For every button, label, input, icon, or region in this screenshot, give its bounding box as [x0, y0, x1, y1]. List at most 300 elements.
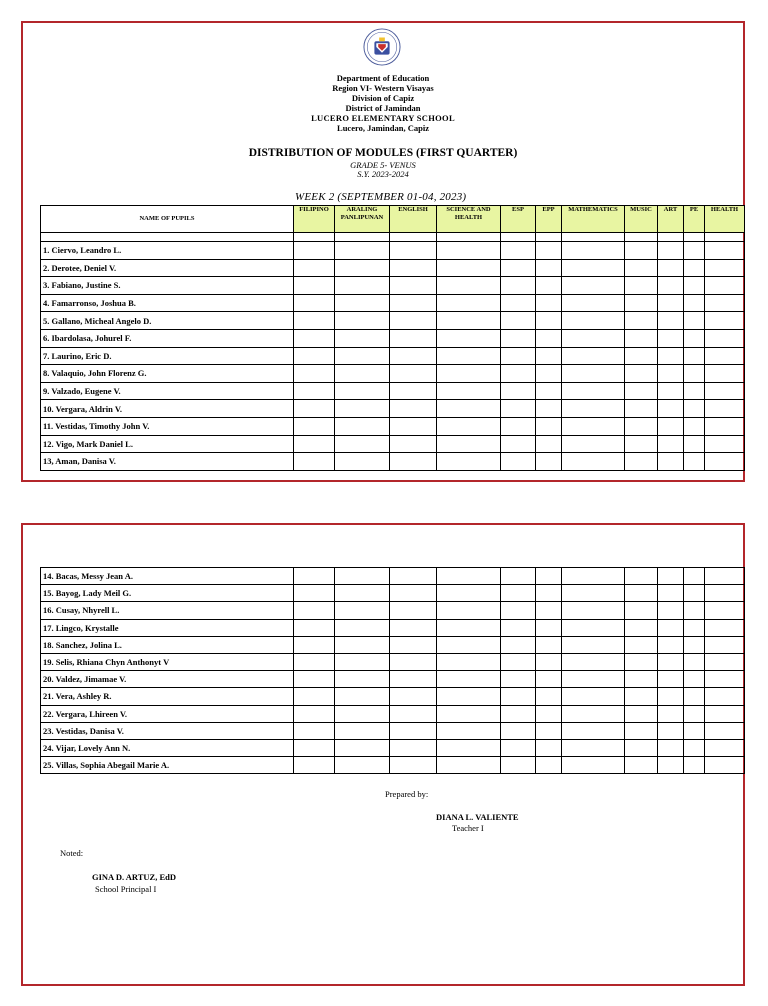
subject-cell: [390, 739, 437, 756]
subject-cell: [684, 602, 705, 619]
modules-table-page-2: [40, 567, 745, 774]
subject-cell: [437, 365, 501, 383]
subject-cell: [437, 636, 501, 653]
subject-cell: [705, 347, 745, 365]
subject-cell: [390, 568, 437, 585]
subject-cell: [705, 312, 745, 330]
subject-cell: [501, 757, 536, 774]
subject-cell: [658, 259, 684, 277]
subject-cell: [658, 636, 684, 653]
subject-cell: [294, 312, 335, 330]
subject-cell: [437, 242, 501, 260]
subject-cell: [536, 329, 562, 347]
subject-cell: [501, 602, 536, 619]
pupil-name: 10. Vergara, Aldrin V.: [41, 400, 294, 418]
subject-cell: [294, 453, 335, 471]
subject-cell: [437, 653, 501, 670]
table-row: [41, 347, 745, 365]
table-row: [41, 688, 745, 705]
subject-cell: [705, 722, 745, 739]
table-row: [41, 294, 745, 312]
subject-cell: [562, 453, 625, 471]
subject-cell: [658, 705, 684, 722]
subject-cell: [705, 382, 745, 400]
subject-cell: [294, 277, 335, 295]
subject-cell: [684, 722, 705, 739]
subject-cell: [390, 453, 437, 471]
subject-cell: [294, 435, 335, 453]
subject-cell: [390, 585, 437, 602]
subject-cell: [335, 400, 390, 418]
subject-cell: [294, 585, 335, 602]
subject-cell: [625, 757, 658, 774]
subject-cell: [658, 365, 684, 383]
noter-name: GINA D. ARTUZ, EdD: [92, 872, 177, 882]
subject-cell: [294, 757, 335, 774]
subject-cell: [625, 329, 658, 347]
subject-cell: [294, 602, 335, 619]
subject-cell: [390, 757, 437, 774]
table-row: [41, 242, 745, 260]
table-row: [41, 585, 745, 602]
subject-cell: [658, 585, 684, 602]
subject-cell: [335, 585, 390, 602]
subject-cell: [536, 312, 562, 330]
subject-cell: [437, 619, 501, 636]
subject-cell: [437, 294, 501, 312]
subject-cell: [705, 453, 745, 471]
subject-cell: [562, 671, 625, 688]
table-row: [41, 653, 745, 670]
subject-cell: [335, 347, 390, 365]
pupil-name: 19. Selis, Rhiana Chyn Anthonyt V: [41, 653, 294, 670]
preparer-name: DIANA L. VALIENTE: [436, 812, 519, 822]
document-title: DISTRIBUTION OF MODULES (FIRST QUARTER): [248, 147, 518, 159]
subject-cell: [437, 671, 501, 688]
subject-cell: [658, 568, 684, 585]
subject-cell: [625, 688, 658, 705]
subject-cell: [562, 382, 625, 400]
subject-cell: [684, 294, 705, 312]
header-line-district: District of Jamindan: [345, 103, 421, 113]
subject-cell: [658, 382, 684, 400]
subject-cell: [684, 585, 705, 602]
subject-cell: [684, 619, 705, 636]
subject-cell: [390, 636, 437, 653]
subject-cell: [335, 757, 390, 774]
subject-cell: [684, 259, 705, 277]
table-row: [41, 329, 745, 347]
subject-cell: [562, 568, 625, 585]
subject-cell: [562, 259, 625, 277]
subject-cell: [705, 619, 745, 636]
subject-cell: [437, 568, 501, 585]
subject-cell: [536, 757, 562, 774]
subject-cell: [390, 400, 437, 418]
deped-seal-icon: [363, 28, 401, 66]
subject-cell: [658, 347, 684, 365]
subject-cell: [625, 602, 658, 619]
subject-cell: [625, 568, 658, 585]
subject-cell: [705, 636, 745, 653]
subject-cell: [625, 365, 658, 383]
subject-cell: [536, 671, 562, 688]
week-label: WEEK 2 (SEPTEMBER 01-04, 2023): [295, 191, 467, 203]
subject-cell: [705, 329, 745, 347]
subject-cell: [625, 585, 658, 602]
table-cell: [335, 233, 390, 242]
subject-cell: [335, 365, 390, 383]
subject-cell: [562, 242, 625, 260]
table-spacer-row: [41, 233, 745, 242]
subject-header: ART: [658, 206, 684, 233]
subject-cell: [437, 400, 501, 418]
subject-cell: [684, 739, 705, 756]
table-row: [41, 568, 745, 585]
subject-cell: [437, 435, 501, 453]
subject-cell: [625, 705, 658, 722]
header-line-school: LUCERO ELEMENTARY SCHOOL: [311, 113, 455, 123]
subject-cell: [294, 619, 335, 636]
subject-cell: [562, 653, 625, 670]
table-row: [41, 400, 745, 418]
subject-cell: [658, 294, 684, 312]
subject-cell: [536, 619, 562, 636]
subject-cell: [536, 722, 562, 739]
subject-cell: [684, 417, 705, 435]
subject-cell: [684, 400, 705, 418]
pupil-name: 11. Vestidas, Timothy John V.: [41, 417, 294, 435]
grade-section: GRADE 5- VENUS: [350, 160, 416, 170]
subject-cell: [335, 671, 390, 688]
subject-cell: [335, 602, 390, 619]
pupil-name: 3. Fabiano, Justine S.: [41, 277, 294, 295]
subject-cell: [625, 312, 658, 330]
subject-cell: [658, 653, 684, 670]
table-row: [41, 417, 745, 435]
subject-cell: [294, 636, 335, 653]
subject-cell: [335, 277, 390, 295]
subject-cell: [658, 619, 684, 636]
subject-cell: [437, 312, 501, 330]
pupil-name: 14. Bacas, Messy Jean A.: [41, 568, 294, 585]
subject-cell: [562, 277, 625, 295]
subject-cell: [437, 347, 501, 365]
subject-cell: [536, 435, 562, 453]
subject-cell: [658, 312, 684, 330]
subject-header: ENGLISH: [390, 206, 437, 233]
subject-cell: [705, 568, 745, 585]
subject-cell: [684, 688, 705, 705]
table-cell: [684, 233, 705, 242]
subject-cell: [501, 417, 536, 435]
subject-cell: [684, 636, 705, 653]
subject-cell: [536, 739, 562, 756]
pupil-rows-page-2: [41, 568, 745, 774]
subject-cell: [501, 739, 536, 756]
subject-cell: [335, 568, 390, 585]
subject-cell: [437, 585, 501, 602]
school-year: S.Y. 2023-2024: [357, 169, 409, 179]
subject-cell: [390, 653, 437, 670]
table-row: [41, 312, 745, 330]
subject-header: FILIPINO: [294, 206, 335, 233]
pupil-name: 12. Vigo, Mark Daniel L.: [41, 435, 294, 453]
subject-cell: [390, 671, 437, 688]
subject-cell: [705, 365, 745, 383]
subject-header: ESP: [501, 206, 536, 233]
table-row: [41, 453, 745, 471]
subject-cell: [437, 705, 501, 722]
table-cell: [658, 233, 684, 242]
table-cell: [294, 233, 335, 242]
subject-cell: [536, 347, 562, 365]
subject-cell: [658, 757, 684, 774]
subject-cell: [437, 722, 501, 739]
subject-cell: [335, 619, 390, 636]
subject-cell: [335, 435, 390, 453]
subject-cell: [658, 435, 684, 453]
pupil-name: 13, Aman, Danisa V.: [41, 453, 294, 471]
subject-cell: [625, 636, 658, 653]
subject-cell: [705, 585, 745, 602]
subject-cell: [501, 722, 536, 739]
table-row: [41, 671, 745, 688]
subject-cell: [294, 400, 335, 418]
subject-cell: [562, 329, 625, 347]
subject-cell: [536, 382, 562, 400]
subject-cell: [294, 329, 335, 347]
subject-cell: [625, 417, 658, 435]
subject-cell: [684, 277, 705, 295]
prepared-by-label: Prepared by:: [385, 789, 429, 799]
subject-cell: [625, 259, 658, 277]
subject-cell: [536, 453, 562, 471]
noter-title: School Principal I: [95, 884, 157, 894]
header-line-region: Region VI- Western Visayas: [332, 83, 434, 93]
table-cell: [390, 233, 437, 242]
subject-cell: [501, 705, 536, 722]
preparer-title: Teacher I: [452, 823, 484, 833]
subject-header: HEALTH: [705, 206, 745, 233]
subject-cell: [294, 294, 335, 312]
subject-cell: [335, 722, 390, 739]
subject-cell: [562, 636, 625, 653]
subject-cell: [705, 602, 745, 619]
pupil-name: 2. Derotee, Deniel V.: [41, 259, 294, 277]
subject-cell: [294, 242, 335, 260]
subject-cell: [684, 757, 705, 774]
subject-cell: [536, 259, 562, 277]
subject-cell: [501, 568, 536, 585]
subject-cell: [705, 653, 745, 670]
subject-cell: [658, 671, 684, 688]
subject-cell: [335, 294, 390, 312]
subject-cell: [625, 382, 658, 400]
subject-cell: [335, 453, 390, 471]
subject-cell: [562, 400, 625, 418]
subject-cell: [437, 688, 501, 705]
table-cell: [501, 233, 536, 242]
subject-cell: [536, 705, 562, 722]
subject-cell: [562, 705, 625, 722]
subject-cell: [390, 259, 437, 277]
subject-cell: [390, 365, 437, 383]
subject-cell: [294, 671, 335, 688]
subject-cell: [684, 705, 705, 722]
subject-cell: [536, 242, 562, 260]
subject-cell: [501, 382, 536, 400]
subject-cell: [501, 294, 536, 312]
subject-cell: [294, 568, 335, 585]
subject-cell: [437, 277, 501, 295]
subject-cell: [390, 417, 437, 435]
subject-cell: [536, 294, 562, 312]
subject-cell: [501, 329, 536, 347]
subject-cell: [501, 671, 536, 688]
pupil-name: 4. Famarronso, Joshua B.: [41, 294, 294, 312]
table-cell: [536, 233, 562, 242]
subject-cell: [684, 568, 705, 585]
subject-cell: [335, 688, 390, 705]
pupil-name: 5. Gallano, Micheal Angelo D.: [41, 312, 294, 330]
subject-cell: [562, 294, 625, 312]
subject-cell: [294, 347, 335, 365]
subject-cell: [684, 653, 705, 670]
subject-cell: [390, 242, 437, 260]
table-row: [41, 739, 745, 756]
subject-cell: [658, 242, 684, 260]
table-row: [41, 365, 745, 383]
subject-cell: [501, 688, 536, 705]
pupil-name: 8. Valaquio, John Florenz G.: [41, 365, 294, 383]
subject-cell: [390, 602, 437, 619]
subject-cell: [625, 277, 658, 295]
subject-cell: [562, 585, 625, 602]
table-row: [41, 277, 745, 295]
subject-cell: [390, 312, 437, 330]
subject-cell: [294, 417, 335, 435]
subject-cell: [705, 400, 745, 418]
subject-cell: [684, 329, 705, 347]
subject-cell: [390, 347, 437, 365]
header-line-address: Lucero, Jamindan, Capiz: [337, 123, 429, 133]
table-cell: [437, 233, 501, 242]
subject-cell: [294, 722, 335, 739]
pupil-name: 7. Laurino, Eric D.: [41, 347, 294, 365]
subject-cell: [536, 568, 562, 585]
subject-cell: [536, 365, 562, 383]
subject-cell: [390, 277, 437, 295]
pupil-name: 21. Vera, Ashley R.: [41, 688, 294, 705]
subject-cell: [658, 453, 684, 471]
subject-cell: [294, 739, 335, 756]
subject-cell: [625, 619, 658, 636]
subject-cell: [705, 705, 745, 722]
subject-cell: [335, 653, 390, 670]
subject-cell: [501, 277, 536, 295]
noted-label: Noted:: [60, 848, 84, 858]
subject-cell: [625, 347, 658, 365]
subject-cell: [658, 722, 684, 739]
table-row: [41, 382, 745, 400]
pupil-name: 25. Villas, Sophia Abegail Marie A.: [41, 757, 294, 774]
pupil-name: 15. Bayog, Lady Meil G.: [41, 585, 294, 602]
pupil-rows-page-1: [41, 233, 745, 471]
subject-cell: [536, 417, 562, 435]
subject-header: MATHEMATICS: [562, 206, 625, 233]
modules-table-page-1: [40, 205, 745, 471]
subject-cell: [294, 653, 335, 670]
subject-cell: [705, 242, 745, 260]
subject-cell: [625, 400, 658, 418]
subject-cell: [437, 739, 501, 756]
subject-cell: [437, 417, 501, 435]
subject-cell: [294, 705, 335, 722]
subject-cell: [390, 705, 437, 722]
subject-cell: [562, 417, 625, 435]
subject-cell: [335, 382, 390, 400]
subject-cell: [625, 242, 658, 260]
subject-cell: [705, 277, 745, 295]
subject-cell: [536, 277, 562, 295]
subject-cell: [437, 453, 501, 471]
subject-cell: [562, 347, 625, 365]
subject-cell: [684, 347, 705, 365]
subject-cell: [625, 739, 658, 756]
subject-cell: [684, 453, 705, 471]
pupil-name: 6. Ibardolasa, Johurel F.: [41, 329, 294, 347]
subject-cell: [437, 329, 501, 347]
subject-cell: [536, 602, 562, 619]
subject-header: MUSIC: [625, 206, 658, 233]
subject-cell: [335, 259, 390, 277]
subject-cell: [501, 242, 536, 260]
subject-cell: [684, 365, 705, 383]
subject-cell: [501, 453, 536, 471]
subject-cell: [658, 417, 684, 435]
pupil-name: 1. Ciervo, Leandro L.: [41, 242, 294, 260]
subject-cell: [294, 382, 335, 400]
subject-cell: [335, 417, 390, 435]
subject-header: SCIENCE AND HEALTH: [437, 206, 501, 233]
subject-cell: [536, 636, 562, 653]
subject-cell: [501, 653, 536, 670]
pupil-name: 17. Lingco, Krystalle: [41, 619, 294, 636]
subject-cell: [684, 382, 705, 400]
subject-cell: [390, 435, 437, 453]
pupil-name: 16. Cusay, Nhyrell L.: [41, 602, 294, 619]
table-cell: [705, 233, 745, 242]
subject-cell: [390, 619, 437, 636]
table-row: [41, 259, 745, 277]
pupil-name: 9. Valzado, Eugene V.: [41, 382, 294, 400]
subject-cell: [390, 382, 437, 400]
pupil-name: 20. Valdez, Jimamae V.: [41, 671, 294, 688]
subject-cell: [705, 688, 745, 705]
subject-cell: [562, 435, 625, 453]
subject-header: ARALING PANLIPUNAN: [335, 206, 390, 233]
subject-cell: [294, 365, 335, 383]
subject-cell: [562, 619, 625, 636]
subject-cell: [294, 688, 335, 705]
table-row: [41, 636, 745, 653]
subject-cell: [684, 242, 705, 260]
subject-cell: [390, 329, 437, 347]
table-row: [41, 757, 745, 774]
subject-cell: [501, 619, 536, 636]
table-row: [41, 705, 745, 722]
